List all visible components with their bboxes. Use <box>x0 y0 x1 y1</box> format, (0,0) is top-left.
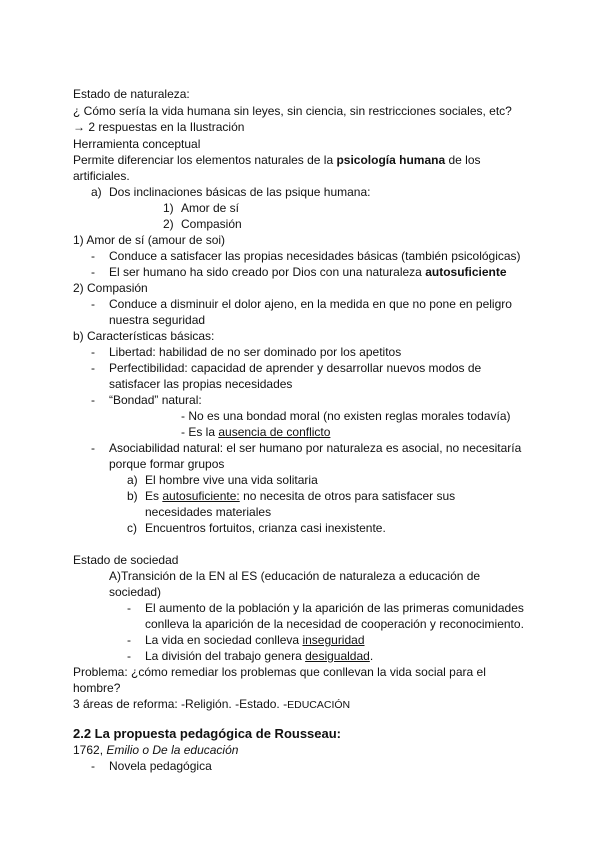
text-span: 3 áreas de reforma: -Religión. -Estado. - <box>73 697 288 711</box>
bullet-dash: - <box>91 759 95 773</box>
underlined-term: desigualdad <box>305 649 370 663</box>
sub-item: - No es una bondad moral (no existen reglas morales todavía) <box>181 409 511 423</box>
section-compasion: 2) Compasión <box>73 281 148 295</box>
list-marker: 2) <box>163 217 174 231</box>
transition-line-cont: sociedad) <box>109 585 162 599</box>
list-item-cont: necesidades materiales <box>145 505 272 519</box>
problem-line: Problema: ¿cómo remediar los problemas que conllevan la vida social para el <box>73 665 486 679</box>
list-item: Amor de sí <box>181 201 240 215</box>
text-span: no necesita de otros para satisfacer sus <box>239 489 456 503</box>
problem-line-cont: hombre? <box>73 681 121 695</box>
list-item <box>145 648 373 664</box>
section-amor-de-si: 1) Amor de sí (amour de soi) <box>73 233 226 247</box>
permite-line <box>73 152 481 168</box>
bullet-dash: - <box>91 441 95 455</box>
bullet-dash: - <box>91 345 95 359</box>
text-span: - Es la <box>181 425 219 439</box>
bold-term: autosuficiente <box>425 265 507 279</box>
list-item: Asociabilidad natural: el ser humano por naturaleza es asocial, no necesitaría <box>109 441 522 455</box>
reform-areas-line <box>73 696 350 713</box>
artificiales-line: artificiales. <box>73 169 130 183</box>
text-span: Permite diferenciar los elementos naturales de la <box>73 153 337 167</box>
underlined-term: autosuficiente: <box>162 489 240 503</box>
text-span: . <box>369 649 374 663</box>
list-marker: a) <box>91 185 102 199</box>
list-marker: 1) <box>163 201 174 215</box>
text-span: La división del trabajo genera <box>145 649 306 663</box>
list-item: “Bondad” natural: <box>109 393 202 407</box>
list-marker: b) <box>127 489 138 503</box>
heading-estado-sociedad: Estado de sociedad <box>73 553 179 567</box>
text-span: Es <box>145 489 163 503</box>
text-span: de los <box>445 153 481 167</box>
underlined-term: ausencia de conflicto <box>218 425 331 439</box>
list-marker: a) <box>127 473 138 487</box>
list-item: Conduce a disminuir el dolor ajeno, en la medida en que no pone en peligro <box>109 297 512 311</box>
small-caps-term: EDUCACIÓN <box>287 699 351 711</box>
list-item <box>145 488 455 504</box>
bullet-dash: - <box>127 649 131 663</box>
list-item: Libertad: habilidad de no ser dominado por los apetitos <box>109 345 402 359</box>
italic-title: Emilio o De la educación <box>106 743 239 757</box>
sub-item <box>181 424 330 440</box>
emilio-line <box>73 742 238 758</box>
list-item <box>109 264 507 280</box>
list-item: Encuentros fortuitos, crianza casi inexistente. <box>145 521 386 535</box>
bullet-dash: - <box>91 249 95 263</box>
list-item: El aumento de la población y la aparición de las primeras comunidades <box>145 601 524 615</box>
bullet-dash: - <box>127 633 131 647</box>
list-item <box>145 632 365 648</box>
list-item: Perfectibilidad: capacidad de aprender y desarrollar nuevos modos de <box>109 361 482 375</box>
bullet-dash: - <box>127 601 131 615</box>
answers-line: → 2 respuestas en la Ilustración <box>73 120 245 134</box>
list-item: Dos inclinaciones básicas de las psique humana: <box>109 185 371 199</box>
text-span: El ser humano ha sido creado por Dios con una naturaleza <box>109 265 426 279</box>
list-item-cont: nuestra seguridad <box>109 313 206 327</box>
list-item: El hombre vive una vida solitaria <box>145 473 318 487</box>
list-item-cont: porque formar grupos <box>109 457 225 471</box>
list-marker: c) <box>127 521 137 535</box>
section-heading-rousseau: 2.2 La propuesta pedagógica de Rousseau: <box>73 726 342 741</box>
tool-line: Herramienta conceptual <box>73 137 201 151</box>
bullet-dash: - <box>91 297 95 311</box>
text-span: 1762, <box>73 743 107 757</box>
bullet-dash: - <box>91 361 95 375</box>
bullet-dash: - <box>91 393 95 407</box>
list-item: Conduce a satisfacer las propias necesidades básicas (también psicológicas) <box>109 249 521 263</box>
text-span: La vida en sociedad conlleva <box>145 633 303 647</box>
list-item-cont: satisfacer las propias necesidades <box>109 377 293 391</box>
transition-line: A)Transición de la EN al ES (educación de naturaleza a educación de <box>109 569 481 583</box>
heading-estado-naturaleza: Estado de naturaleza: <box>73 87 190 101</box>
underlined-term: inseguridad <box>302 633 365 647</box>
question-line: ¿ Cómo sería la vida humana sin leyes, sin ciencia, sin restricciones sociales, etc? <box>73 104 512 118</box>
list-item: Novela pedagógica <box>109 759 212 773</box>
section-caracteristicas: b) Características básicas: <box>73 329 215 343</box>
bold-term: psicología humana <box>336 153 446 167</box>
list-item-cont: conlleva la aparición de la necesidad de cooperación y reconocimiento. <box>145 617 524 631</box>
bullet-dash: - <box>91 265 95 279</box>
list-item: Compasión <box>181 217 242 231</box>
